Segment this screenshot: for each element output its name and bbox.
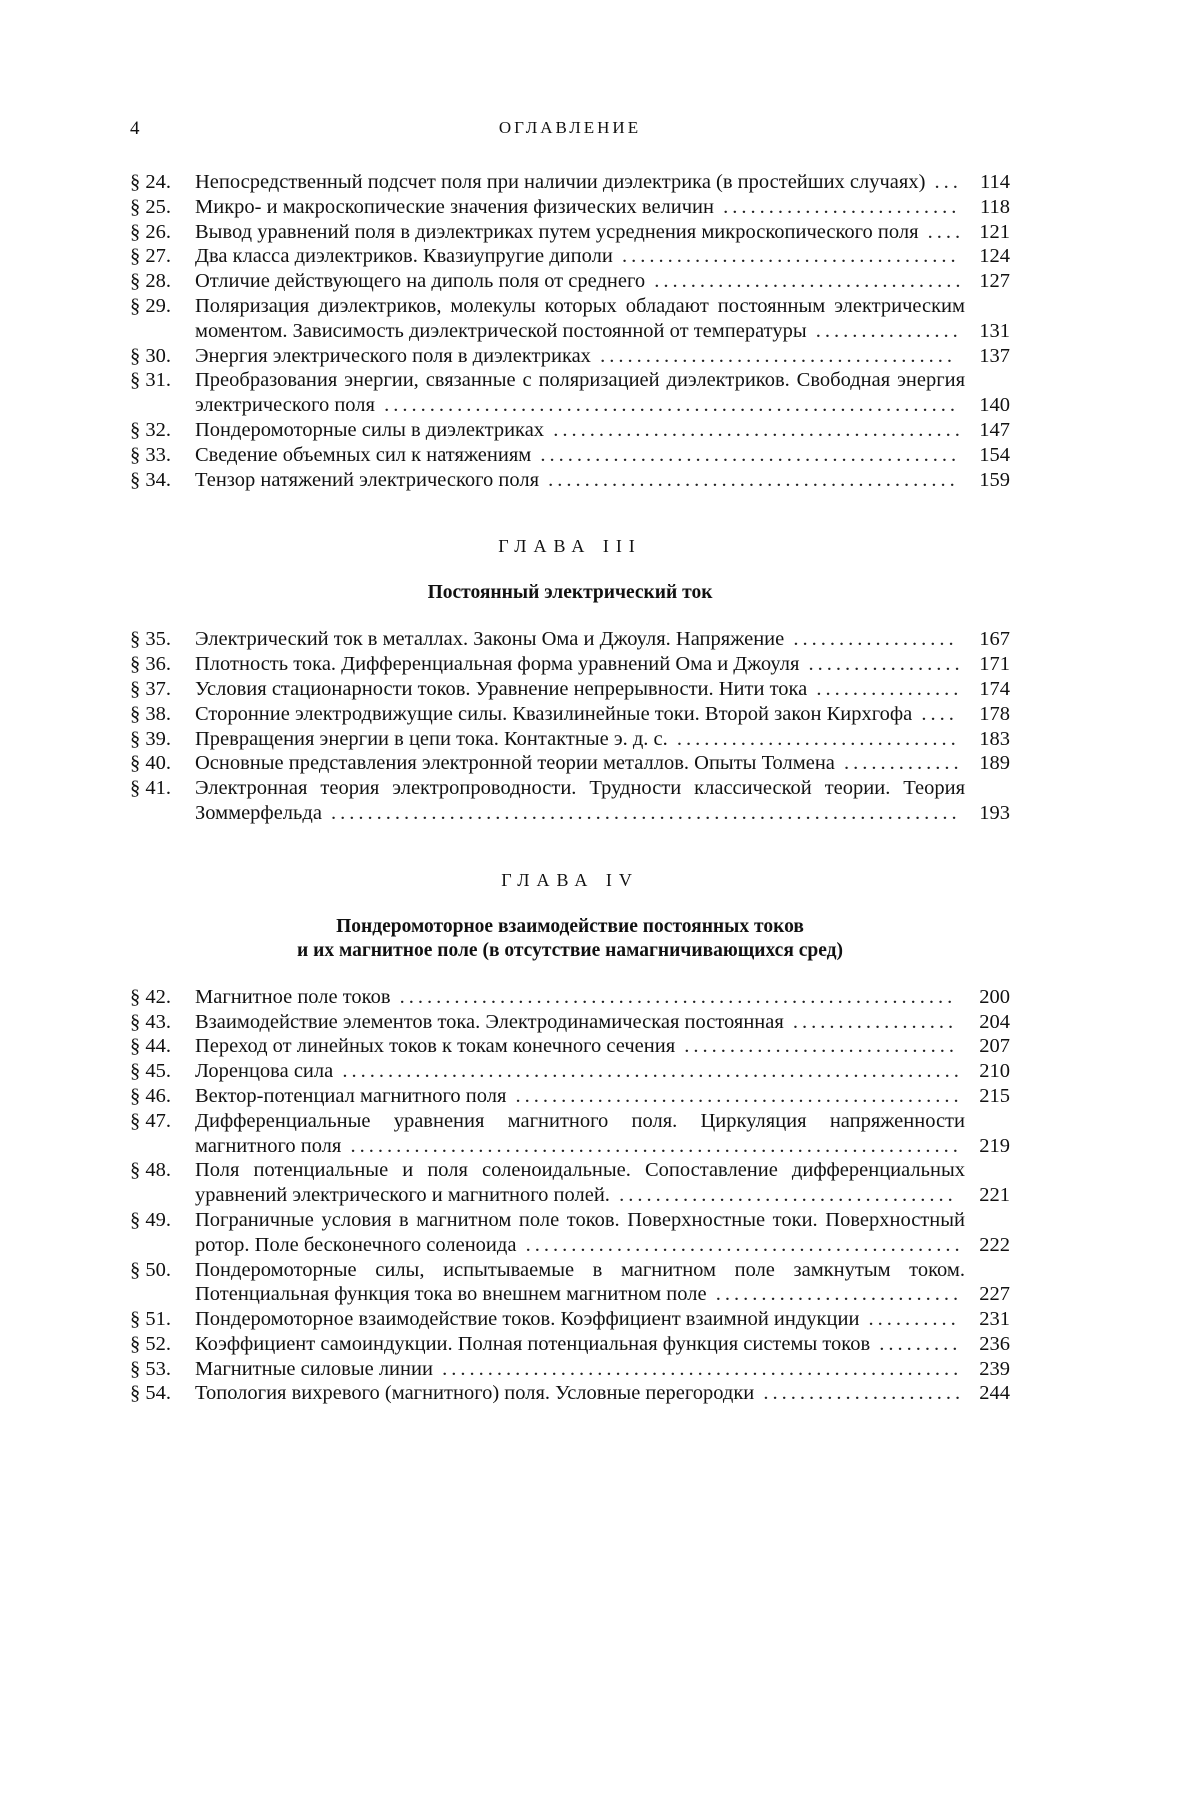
- dot-leader: .............................................................: [390, 985, 957, 1008]
- section-title-cell: [195, 727, 965, 752]
- toc-entry: [130, 776, 1010, 826]
- section-title: Превращения энергии в цепи тока. Контактные э. д. с.: [195, 727, 668, 750]
- section-title-cell: [195, 1084, 965, 1109]
- section-number: § 26.: [130, 220, 171, 243]
- toc-entry: [130, 418, 1010, 443]
- section-title: Магнитные силовые линии: [195, 1357, 433, 1380]
- chapter-title-3-text: Постоянный электрический ток: [427, 582, 713, 604]
- dot-leader: ................: [807, 677, 963, 700]
- toc-entry: [130, 751, 1010, 776]
- section-title-cell: [195, 1059, 965, 1084]
- section-title-cell: [195, 418, 965, 443]
- page-number: 4: [130, 118, 140, 139]
- toc-entry: [130, 244, 1010, 269]
- section-title: Поля потенциальные и поля соленоидальные. Сопоставление дифференциальных уравнений электрического и магнитного полей.: [195, 1159, 965, 1207]
- section-number: § 50.: [130, 1258, 171, 1281]
- dot-leader: .................................................: [506, 1084, 963, 1107]
- section-number: § 33.: [130, 443, 171, 466]
- section-title-cell: [195, 443, 965, 468]
- section-title-cell: [195, 344, 965, 369]
- section-title: Лоренцова сила: [195, 1060, 334, 1083]
- page-ref: 121: [979, 220, 1010, 243]
- section-number: § 51.: [130, 1308, 171, 1331]
- dot-leader: ...............................: [667, 727, 960, 750]
- page-ref: 154: [979, 443, 1010, 466]
- section-title: Поляризация диэлектриков, молекулы которых обладают постоянным электрическим моментом. Зависимость диэлектрической постоянной от температуры: [195, 294, 965, 342]
- section-title-cell: [195, 1109, 965, 1159]
- section-title-cell: [195, 244, 965, 269]
- section-title: Основные представления электронной теории металлов. Опыты Толмена: [195, 752, 835, 775]
- dot-leader: ....: [912, 702, 958, 725]
- page-ref: 140: [979, 394, 1010, 417]
- section-title: Сторонние электродвижущие силы. Квазилинейные токи. Второй закон Кирхгофа: [195, 702, 913, 725]
- dot-leader: ..........................: [714, 195, 961, 218]
- section-number: § 45.: [130, 1060, 171, 1083]
- dot-leader: .........................................................: [432, 1357, 963, 1380]
- section-number: § 40.: [130, 752, 171, 775]
- page-ref: 239: [979, 1357, 1010, 1380]
- section-number: § 36.: [130, 653, 171, 676]
- page-header: [130, 118, 1010, 148]
- toc-entry: [130, 269, 1010, 294]
- page-ref: 207: [979, 1035, 1010, 1058]
- page-ref: 174: [979, 677, 1010, 700]
- section-title-cell: [195, 1307, 965, 1332]
- dot-leader: .....................................: [609, 1184, 957, 1207]
- section-title: Отличие действующего на диполь поля от среднего: [195, 270, 646, 293]
- section-title-cell: [195, 1010, 965, 1035]
- toc-entry: [130, 195, 1010, 220]
- chapter-label-4: ГЛАВА IV: [501, 869, 639, 890]
- toc-entry: [130, 1332, 1010, 1357]
- section-title: Сведение объемных сил к натяжениям: [195, 443, 532, 466]
- dot-leader: .......................................: [590, 344, 956, 367]
- section-number: § 43.: [130, 1010, 171, 1033]
- page-ref: 114: [980, 171, 1010, 193]
- page-ref: 236: [979, 1332, 1010, 1355]
- section-title-cell: [195, 195, 965, 220]
- toc-group-chapter3: [130, 627, 1010, 825]
- section-number: § 41.: [130, 777, 171, 800]
- toc-entry: [130, 443, 1010, 468]
- toc-entry: [130, 1010, 1010, 1035]
- section-number: § 52.: [130, 1332, 171, 1355]
- section-number: § 53.: [130, 1357, 171, 1380]
- section-number: § 32.: [130, 418, 171, 441]
- page-ref: 171: [979, 653, 1010, 676]
- section-title-cell: [195, 1258, 965, 1308]
- section-title: Пондеромоторные силы в диэлектриках: [195, 418, 545, 441]
- section-title: Плотность тока. Дифференциальная форма уравнений Ома и Джоуля: [195, 653, 800, 676]
- toc-page: [130, 118, 1010, 1406]
- toc-entry: [130, 1158, 1010, 1208]
- section-title: Пондеромоторные силы, испытываемые в магнитном поле замкнутым током. Потенциальная функция тока во внешнем магнитном поле: [195, 1258, 965, 1306]
- toc-entry: [130, 1208, 1010, 1258]
- toc-entry: [130, 1109, 1010, 1159]
- section-number: § 42.: [130, 985, 171, 1008]
- section-number: § 47.: [130, 1109, 171, 1132]
- toc-entry: [130, 1307, 1010, 1332]
- section-number: § 34.: [130, 468, 171, 491]
- section-number: § 49.: [130, 1208, 171, 1231]
- dot-leader: .............................................: [539, 468, 959, 491]
- section-number: § 27.: [130, 245, 171, 268]
- page-ref: 193: [979, 801, 1010, 824]
- section-title: Вывод уравнений поля в диэлектриках путем усреднения микроскопического поля: [195, 220, 919, 243]
- section-title-cell: [195, 170, 965, 195]
- page-ref: 222: [979, 1233, 1010, 1256]
- page-ref: 231: [979, 1308, 1010, 1331]
- page-ref: 178: [979, 702, 1010, 725]
- dot-leader: ....................................................................: [333, 1060, 963, 1083]
- toc-entry: [130, 1084, 1010, 1109]
- section-title: Переход от линейных токов к токам конечного сечения: [195, 1035, 676, 1058]
- toc-group-chapter4: [130, 985, 1010, 1407]
- section-title: Электрический ток в металлах. Законы Ома и Джоуля. Напряжение: [195, 628, 785, 651]
- dot-leader: ..............................................: [531, 443, 961, 466]
- section-title: Микро- и макроскопические значения физических величин: [195, 195, 714, 218]
- page-ref: 159: [979, 468, 1010, 491]
- chapter-title-4-line1: Пондеромоторное взаимодействие постоянных токов: [336, 915, 804, 937]
- section-title-cell: [195, 1208, 965, 1258]
- section-title-cell: [195, 1357, 965, 1382]
- section-title-cell: [195, 1158, 965, 1208]
- toc-entry: [130, 1357, 1010, 1382]
- page-ref: 204: [979, 1010, 1010, 1033]
- dot-leader: ..................: [783, 1010, 958, 1033]
- section-title-cell: [195, 1034, 965, 1059]
- toc-entry: [130, 1258, 1010, 1308]
- toc-entry: [130, 985, 1010, 1010]
- chapter-title-4: [130, 915, 1010, 963]
- dot-leader: .............................................: [544, 418, 964, 441]
- section-title: Дифференциальные уравнения магнитного поля. Циркуляция напряженности магнитного поля: [195, 1109, 965, 1157]
- section-title-cell: [195, 677, 965, 702]
- section-title: Условия стационарности токов. Уравнение непрерывности. Нити тока: [195, 677, 808, 700]
- section-number: § 44.: [130, 1035, 171, 1058]
- section-title: Пограничные условия в магнитном поле токов. Поверхностные токи. Поверхностный ротор. Поле бесконечного соленоида: [195, 1208, 965, 1256]
- section-title-cell: [195, 652, 965, 677]
- section-number: § 29.: [130, 294, 171, 317]
- page-ref: 147: [979, 418, 1010, 441]
- dot-leader: .................: [799, 653, 964, 676]
- section-title: Топология вихревого (магнитного) поля. Условные перегородки: [195, 1382, 755, 1405]
- dot-leader: ......................: [754, 1382, 965, 1405]
- section-number: § 39.: [130, 727, 171, 750]
- section-title: Электронная теория электропроводности. Трудности классической теории. Теория Зоммерфельда: [195, 777, 965, 824]
- toc-entry: [130, 1034, 1010, 1059]
- section-number: § 54.: [130, 1382, 171, 1405]
- page-ref: 118: [980, 195, 1010, 218]
- page-ref: 167: [979, 628, 1010, 651]
- dot-leader: .........: [870, 1332, 962, 1355]
- section-title-cell: [195, 294, 965, 344]
- section-title-cell: [195, 627, 965, 652]
- toc-entry: [130, 344, 1010, 369]
- dot-leader: ...: [925, 171, 962, 193]
- page-ref: 124: [979, 245, 1010, 268]
- section-title: Магнитное поле токов: [195, 985, 391, 1008]
- section-number: § 38.: [130, 702, 171, 725]
- section-title: Тензор натяжений электрического поля: [195, 468, 540, 491]
- section-title-cell: [195, 269, 965, 294]
- page-ref: 215: [979, 1084, 1010, 1107]
- page-ref: 244: [979, 1382, 1010, 1405]
- section-title: Взаимодействие элементов тока. Электродинамическая постоянная: [195, 1010, 784, 1033]
- toc-entry: [130, 1381, 1010, 1406]
- toc-entry: [130, 677, 1010, 702]
- section-title-cell: [195, 985, 965, 1010]
- page-ref: 137: [979, 344, 1010, 367]
- section-number: § 30.: [130, 344, 171, 367]
- dot-leader: ................................................: [516, 1233, 964, 1256]
- page-ref: 221: [979, 1184, 1010, 1207]
- section-title-cell: [195, 368, 965, 418]
- section-number: § 48.: [130, 1159, 171, 1182]
- page-ref: 127: [979, 270, 1010, 293]
- dot-leader: ..........: [859, 1308, 960, 1331]
- section-number: § 28.: [130, 270, 171, 293]
- section-title-cell: [195, 220, 965, 245]
- section-number: § 37.: [130, 677, 171, 700]
- toc-entry: [130, 727, 1010, 752]
- dot-leader: ..................................: [645, 270, 965, 293]
- section-title-cell: [195, 1332, 965, 1357]
- section-title: Два класса диэлектриков. Квазиупругие диполи: [195, 245, 613, 268]
- page-ref: 183: [979, 727, 1010, 750]
- section-number: § 35.: [130, 628, 171, 651]
- chapter-title-4-line2: и их магнитное поле (в отсутствие намагничивающихся сред): [296, 939, 844, 961]
- dot-leader: ................: [806, 319, 962, 342]
- toc-entry: [130, 652, 1010, 677]
- section-title: Коэффициент самоиндукции. Полная потенциальная функция системы токов: [195, 1332, 871, 1355]
- toc-entry: [130, 627, 1010, 652]
- section-number: § 25.: [130, 195, 171, 218]
- dot-leader: .....................................: [612, 245, 960, 268]
- page-ref: 227: [979, 1283, 1010, 1306]
- chapter-title-3: [130, 581, 1010, 605]
- section-title-cell: [195, 751, 965, 776]
- dot-leader: ...............................................................: [374, 394, 959, 417]
- dot-leader: .....................................................................: [321, 801, 961, 824]
- dot-leader: ...................................................................: [341, 1134, 962, 1157]
- toc-entry: [130, 170, 1010, 195]
- section-title: Вектор-потенциал магнитного поля: [195, 1084, 507, 1107]
- dot-leader: ..............................: [675, 1035, 958, 1058]
- dot-leader: .............: [834, 752, 963, 775]
- page-ref: 219: [979, 1134, 1010, 1157]
- toc-group-chapter2-continued: [130, 170, 1010, 492]
- section-title-cell: [195, 776, 965, 826]
- section-title-cell: [195, 1381, 965, 1406]
- page-ref: 200: [979, 985, 1010, 1008]
- section-title-cell: [195, 468, 965, 493]
- section-title: Пондеромоторное взаимодействие токов. Коэффициент взаимной индукции: [195, 1308, 860, 1331]
- section-title: Преобразования энергии, связанные с поляризацией диэлектриков. Свободная энергия электрического поля: [195, 369, 965, 417]
- page-ref: 131: [979, 319, 1010, 342]
- page-ref: 189: [979, 752, 1010, 775]
- dot-leader: ...........................: [706, 1283, 963, 1306]
- chapter-label-3: ГЛАВА III: [498, 536, 642, 557]
- section-title: Непосредственный подсчет поля при наличии диэлектрика (в простейших случаях): [195, 171, 926, 193]
- dot-leader: ....: [918, 220, 965, 243]
- toc-entry: [130, 294, 1010, 344]
- toc-entry: [130, 1059, 1010, 1084]
- section-number: § 31.: [130, 369, 171, 392]
- running-title: ОГЛАВЛЕНИЕ: [498, 118, 642, 137]
- section-number: § 24.: [130, 171, 171, 193]
- section-title: Энергия электрического поля в диэлектриках: [195, 344, 591, 367]
- section-title-cell: [195, 702, 965, 727]
- toc-entry: [130, 468, 1010, 493]
- page-ref: 210: [979, 1060, 1010, 1083]
- toc-entry: [130, 220, 1010, 245]
- dot-leader: ..................: [784, 628, 958, 651]
- toc-entry: [130, 702, 1010, 727]
- section-number: § 46.: [130, 1084, 171, 1107]
- toc-entry: [130, 368, 1010, 418]
